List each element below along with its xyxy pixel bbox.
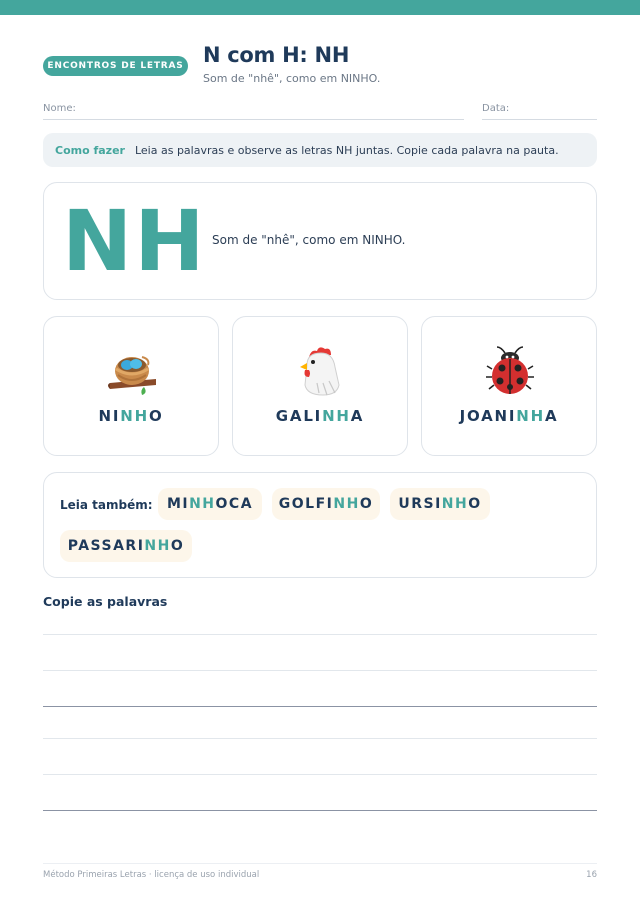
writing-guide-line [43, 774, 597, 775]
word-chip: GOLFI NH O [272, 488, 380, 520]
digraph-card [43, 182, 597, 300]
category-badge: ENCONTROS DE LETRAS [43, 56, 188, 76]
date-field[interactable] [482, 119, 597, 120]
date-label: Data: [482, 103, 510, 114]
word-chip: MI NH OCA [158, 488, 262, 520]
digraph-letters: NH [62, 192, 207, 290]
word-card-joaninha [421, 316, 597, 456]
name-field[interactable] [43, 119, 464, 120]
footer-divider [43, 863, 597, 864]
instructions-text: Leia as palavras e observe as letras NH juntas. Copie cada palavra na pauta. [134, 143, 559, 157]
instructions-label: Como fazer [55, 143, 125, 157]
digraph-description: Som de "nhê", como em NINHO. [212, 233, 406, 247]
page-title: N com H: NH [203, 43, 350, 67]
word-card-galinha [232, 316, 408, 456]
page-subtitle: Som de "nhê", como em NINHO. [203, 72, 381, 85]
word-label: JOANINHA [459, 407, 559, 425]
word-chip: URSI NH O [390, 488, 490, 520]
word-label: GALINHA [275, 407, 365, 425]
copy-section-title: Copie as palavras [43, 594, 168, 609]
read-also-label: Leia também: [60, 498, 153, 512]
top-accent-bar [0, 0, 640, 15]
instructions-box [43, 133, 597, 167]
writing-guide-line [43, 670, 597, 671]
writing-guide-line [43, 738, 597, 739]
writing-guide-line [43, 634, 597, 635]
word-chip: PASSARI NH O [60, 530, 192, 562]
hen-icon [293, 343, 349, 399]
name-label: Nome: [43, 103, 76, 114]
nest-icon [104, 343, 160, 399]
word-card-ninho [43, 316, 219, 456]
writing-baseline[interactable] [43, 810, 597, 811]
page-number: 16 [586, 870, 597, 880]
word-label: NINHO [98, 407, 164, 425]
footer-text: Método Primeiras Letras · licença de uso individual [43, 870, 260, 880]
writing-baseline[interactable] [43, 706, 597, 707]
read-also-card [43, 472, 597, 578]
ladybug-icon [482, 343, 538, 399]
